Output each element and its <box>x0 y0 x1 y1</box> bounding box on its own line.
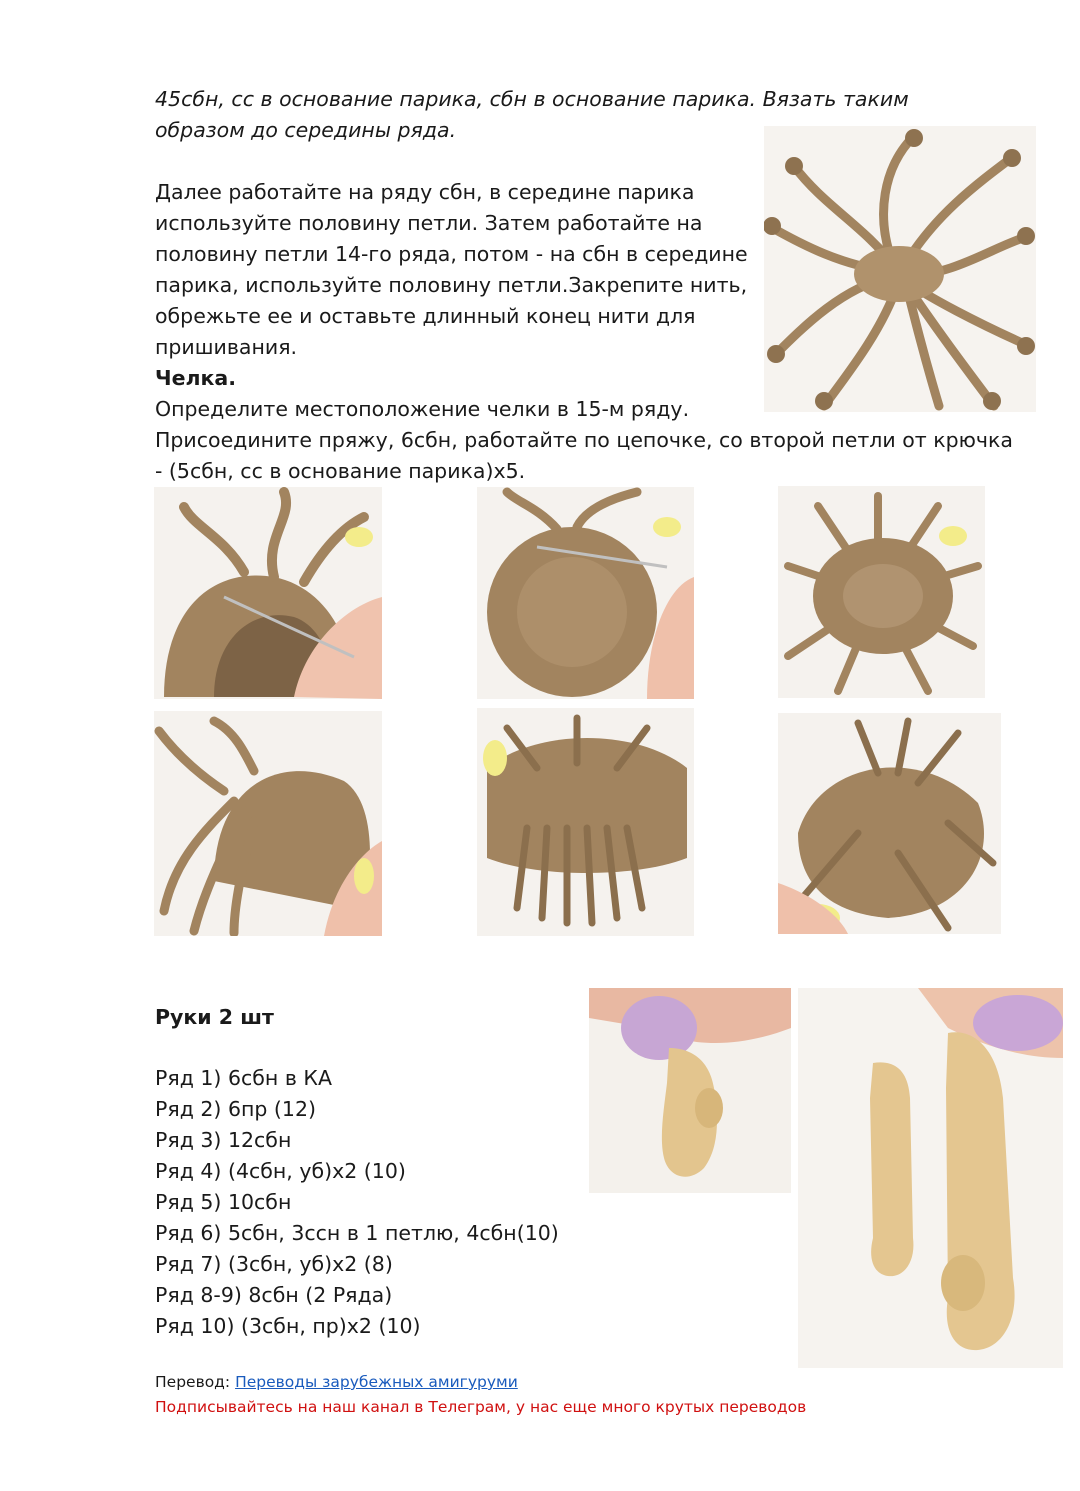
arms-row-1: Ряд 1) 6сбн в КА <box>155 1066 332 1090</box>
arm-photo-2 <box>798 988 1063 1368</box>
translation-credit <box>155 1373 518 1391</box>
translation-label: Перевод: <box>155 1373 231 1391</box>
wig-step-photo-5 <box>477 708 694 936</box>
arms-row-3: Ряд 3) 12сбн <box>155 1128 292 1152</box>
arms-row-6: Ряд 6) 5сбн, 3ссн в 1 петлю, 4сбн(10) <box>155 1221 559 1245</box>
arm-photo-1 <box>589 988 791 1193</box>
bangs-heading: Челка. <box>155 366 237 390</box>
para1-line-6: пришивания. <box>155 335 298 359</box>
wig-step-photo-1 <box>154 487 382 699</box>
intro-line-2: образом до середины ряда. <box>155 118 457 142</box>
wig-strands-photo <box>764 126 1036 412</box>
arms-heading: Руки 2 шт <box>155 1005 274 1029</box>
translation-link[interactable]: Переводы зарубежных амигуруми <box>235 1373 518 1391</box>
para1-line-3: половину петли 14-го ряда, потом - на сбн в середине <box>155 242 748 266</box>
intro-line-1: 45сбн, сс в основание парика, сбн в основание парика. Вязать таким <box>155 87 909 111</box>
subscribe-note: Подписывайтесь на наш канал в Телеграм, у нас еще много крутых переводов <box>155 1398 807 1416</box>
para1-line-4: парика, используйте половину петли.Закрепите нить, <box>155 273 748 297</box>
arms-row-4: Ряд 4) (4сбн, уб)x2 (10) <box>155 1159 406 1183</box>
arms-row-2: Ряд 2) 6пр (12) <box>155 1097 316 1121</box>
bangs-line-3: - (5сбн, сс в основание парика)x5. <box>155 459 526 483</box>
wig-step-photo-6 <box>778 713 1001 934</box>
para1-line-2: используйте половину петли. Затем работайте на <box>155 211 703 235</box>
bangs-line-2: Присоедините пряжу, 6сбн, работайте по цепочке, со второй петли от крючка <box>155 428 1013 452</box>
wig-step-photo-4 <box>154 711 382 936</box>
para1-line-1: Далее работайте на ряду сбн, в середине парика <box>155 180 695 204</box>
wig-step-photo-2 <box>477 487 694 699</box>
wig-step-photo-3 <box>778 486 985 698</box>
para1-line-5: обрежьте ее и оставьте длинный конец нити для <box>155 304 696 328</box>
arms-row-8: Ряд 8-9) 8сбн (2 Ряда) <box>155 1283 393 1307</box>
arms-row-9: Ряд 10) (3сбн, пр)x2 (10) <box>155 1314 421 1338</box>
arms-row-5: Ряд 5) 10сбн <box>155 1190 292 1214</box>
arms-row-7: Ряд 7) (3сбн, уб)x2 (8) <box>155 1252 393 1276</box>
bangs-line-1: Определите местоположение челки в 15-м ряду. <box>155 397 690 421</box>
